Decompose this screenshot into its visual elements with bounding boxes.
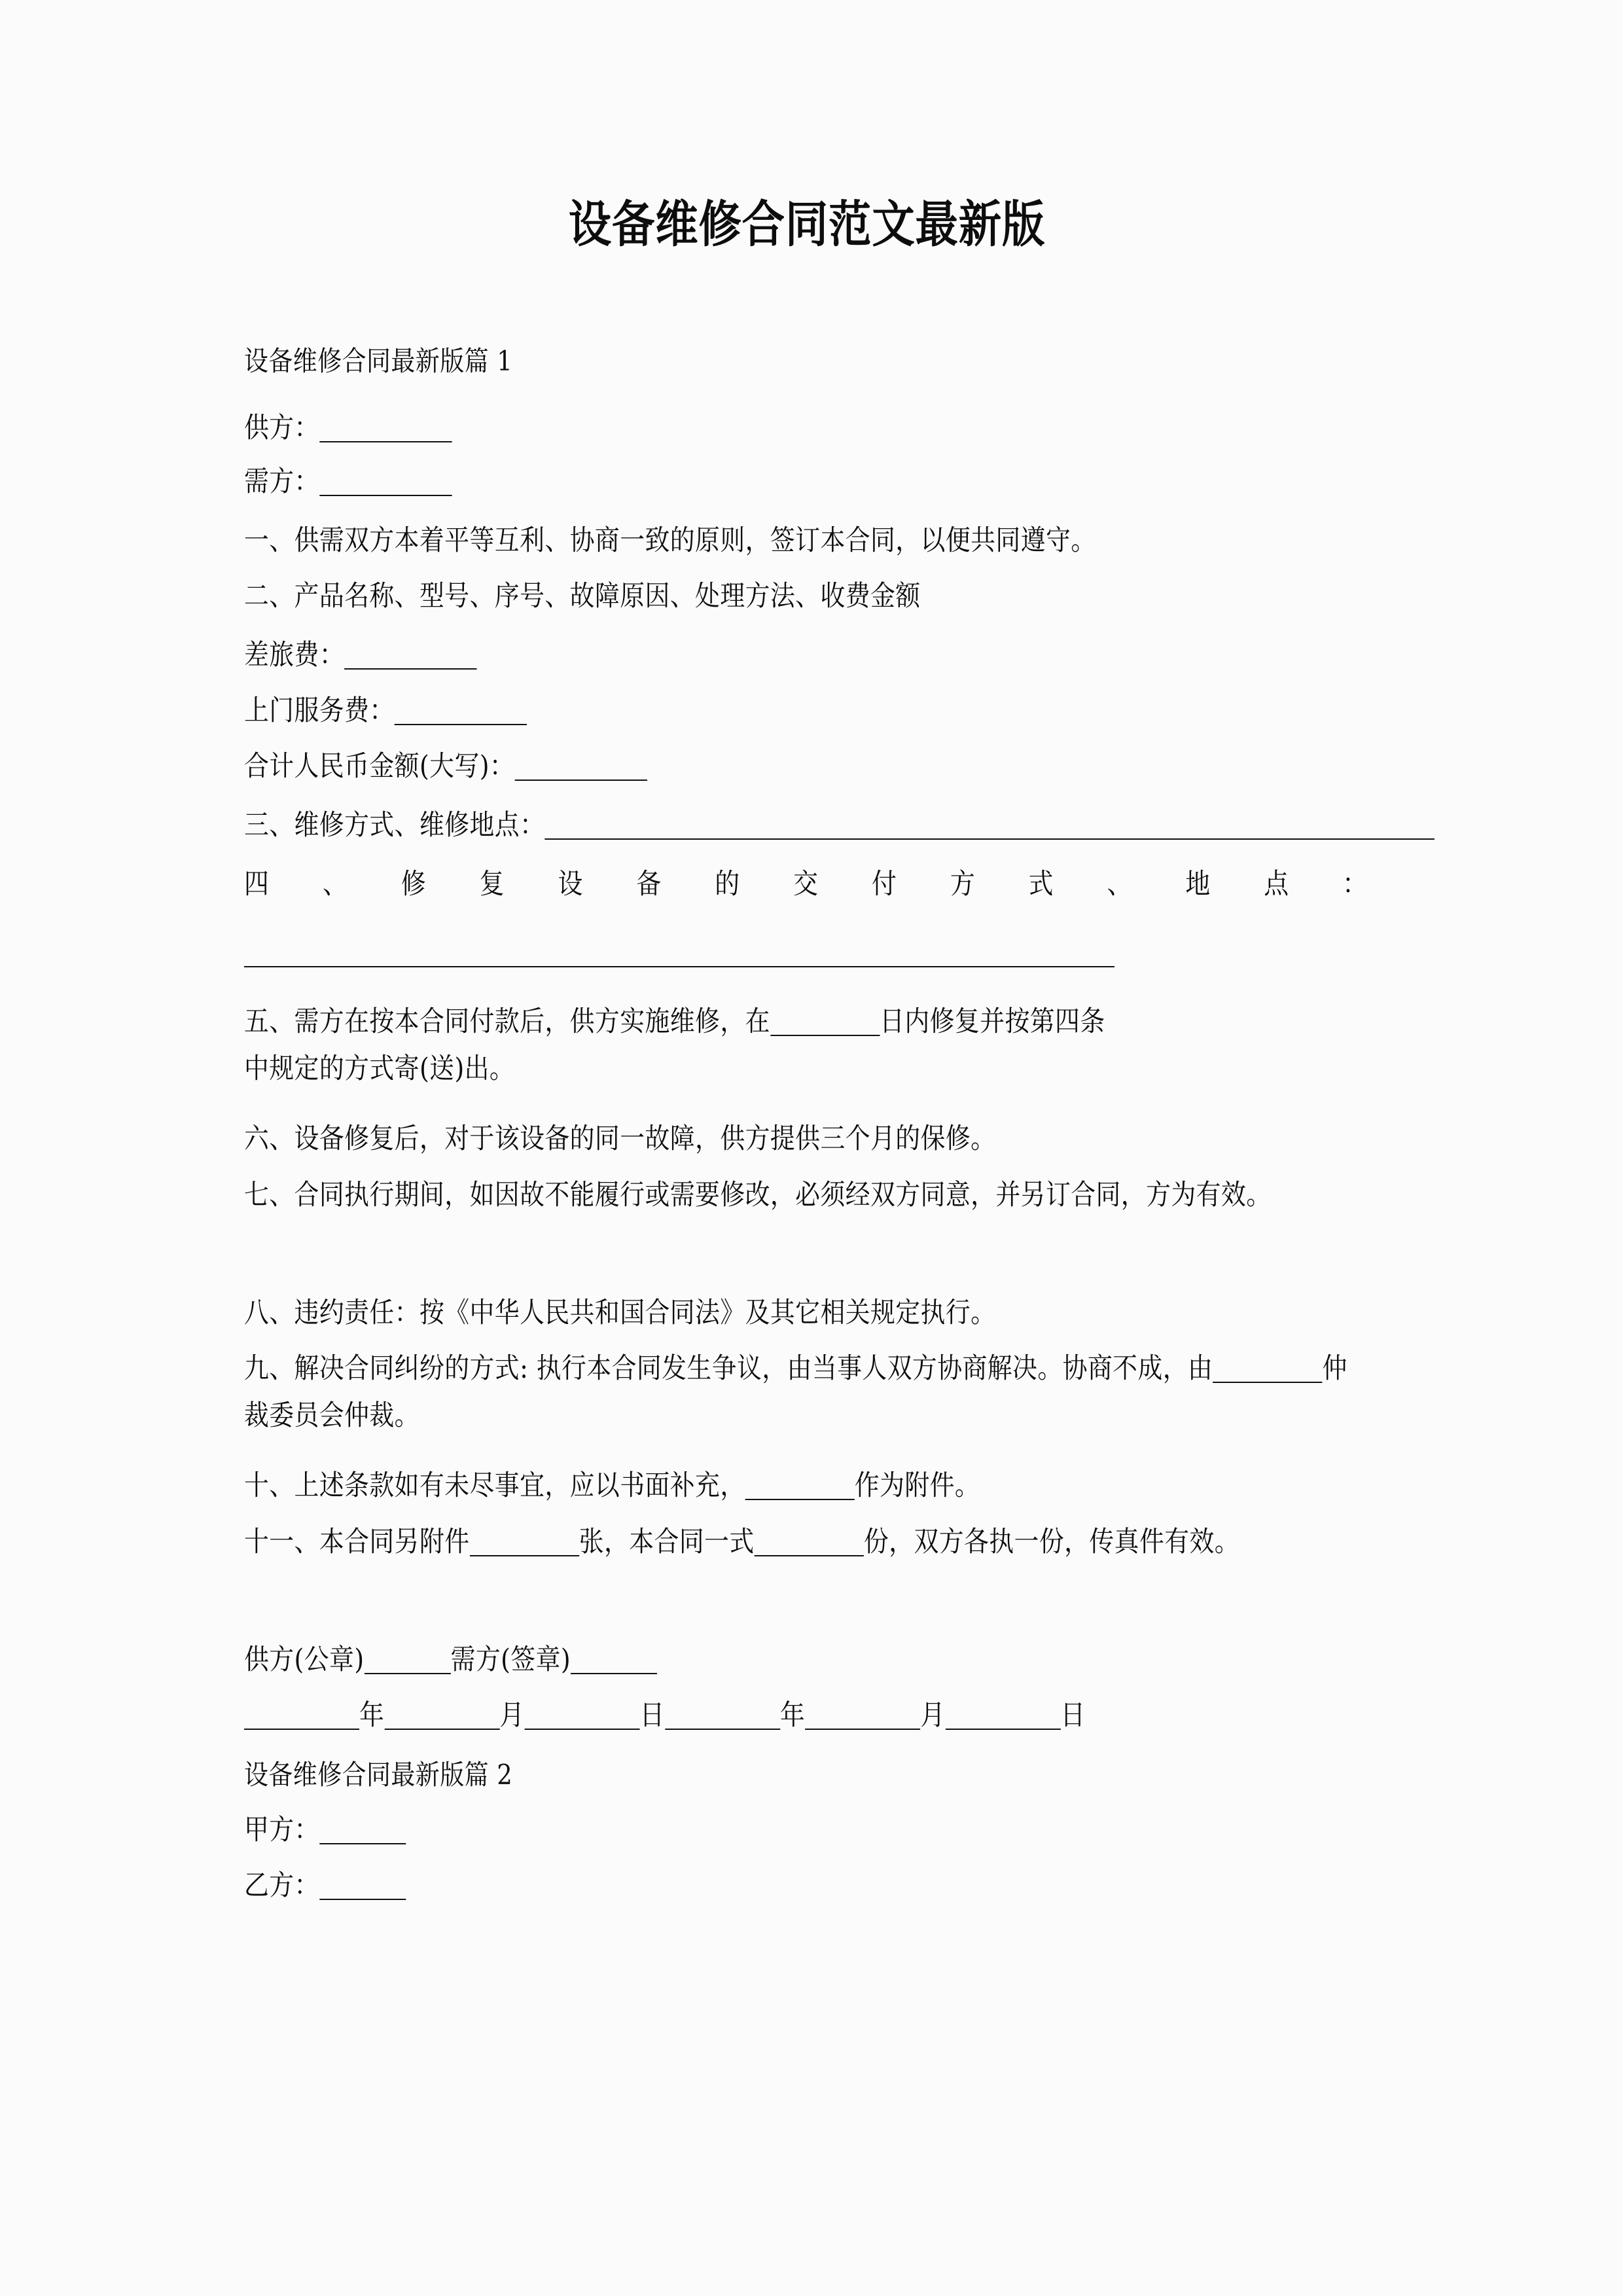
demander-field-row (244, 458, 452, 505)
signature-demander-blank[interactable] (571, 1646, 657, 1674)
party-a-label: 甲方： (244, 1814, 319, 1846)
date-row (244, 1692, 1086, 1739)
clause-3-label: 三、维修方式、维修地点： (244, 809, 545, 842)
onsite-fee-label: 上门服务费： (244, 694, 395, 727)
clause-5-part-a: 五、需方在按本合同付款后，供方实施维修，在 (244, 1005, 770, 1038)
clause-9 (244, 1345, 1367, 1439)
demander-day-label: 日 (1060, 1699, 1086, 1732)
supplier-year-label: 年 (359, 1699, 385, 1732)
total-amount-row (244, 743, 647, 790)
clause-2: 二、产品名称、型号、序号、故障原因、处理方法、收费金额 (244, 580, 921, 613)
supplier-field-row (244, 404, 452, 452)
clause-3-blank[interactable] (544, 812, 1435, 840)
supplier-label: 供方： (244, 412, 319, 444)
clause-5 (244, 998, 1367, 1092)
supplier-month-blank[interactable] (384, 1702, 499, 1730)
party-a-blank[interactable] (319, 1816, 406, 1844)
page-title: 设备维修合同范文最新版 (568, 195, 1046, 253)
clause-7: 七、合同执行期间，如因故不能履行或需要修改，必须经双方同意，并另订合同，方为有效。 (244, 1179, 1272, 1211)
party-a-row (244, 1806, 406, 1854)
supplier-day-blank[interactable] (525, 1702, 640, 1730)
party-b-row (244, 1862, 406, 1909)
onsite-fee-row (244, 687, 527, 734)
party-b-blank[interactable] (319, 1872, 406, 1900)
total-amount-blank[interactable] (514, 753, 647, 781)
party-b-label: 乙方： (244, 1869, 319, 1902)
demander-blank[interactable] (319, 468, 452, 496)
clause-10-blank[interactable] (745, 1472, 855, 1500)
demander-year-label: 年 (779, 1699, 806, 1732)
clause-1: 一、供需双方本着平等互利、协商一致的原则，签订本合同，以便共同遵守。 (244, 524, 1096, 557)
clause-4-blank[interactable] (244, 966, 1115, 967)
clause-11 (244, 1518, 1367, 1566)
clause-11-copies-blank[interactable] (755, 1528, 864, 1556)
clause-6: 六、设备修复后，对于该设备的同一故障，供方提供三个月的保修。 (244, 1122, 996, 1155)
signature-row (244, 1636, 657, 1683)
clause-9-part-b: 仲裁委员会仲裁。 (244, 1352, 1347, 1432)
clause-5-part-b: 日内修复并按第四条 (880, 1005, 1105, 1038)
clause-8: 八、违约责任：按《中华人民共和国合同法》及其它相关规定执行。 (244, 1297, 996, 1329)
clause-11-sheets-blank[interactable] (470, 1528, 579, 1556)
travel-fee-row (244, 632, 477, 679)
supplier-day-label: 日 (639, 1699, 665, 1732)
demander-year-blank[interactable] (665, 1702, 780, 1730)
clause-5-days-blank[interactable] (770, 1008, 880, 1036)
section-heading-1: 设备维修合同最新版篇 1 (244, 345, 513, 377)
clause-4: 四、修复设备的交付方式、地点： (244, 868, 1367, 901)
travel-fee-blank[interactable] (344, 641, 476, 670)
signature-demander-label: 需方(签章) (450, 1643, 571, 1676)
onsite-fee-blank[interactable] (395, 697, 527, 725)
demander-month-blank[interactable] (805, 1702, 920, 1730)
clause-10-part-a: 十、上述条款如有未尽事宜，应以书面补充， (244, 1469, 745, 1502)
supplier-blank[interactable] (319, 414, 452, 442)
supplier-year-blank[interactable] (244, 1702, 359, 1730)
demander-month-label: 月 (920, 1699, 946, 1732)
clause-3-row (244, 802, 1435, 849)
clause-9-arbitration-blank[interactable] (1213, 1355, 1322, 1383)
travel-fee-label: 差旅费： (244, 639, 345, 672)
total-amount-label: 合计人民币金额(大写)： (244, 750, 515, 783)
clause-5-part-c: 中规定的方式寄(送)出。 (244, 1052, 515, 1085)
demander-label: 需方： (244, 465, 319, 498)
signature-supplier-label: 供方(公章) (244, 1643, 365, 1676)
clause-10 (244, 1462, 980, 1509)
clause-11-part-b: 张，本合同一式 (579, 1526, 755, 1558)
clause-10-part-b: 作为附件。 (854, 1469, 980, 1502)
signature-supplier-blank[interactable] (365, 1646, 451, 1674)
clause-11-part-a: 十一、本合同另附件 (244, 1526, 470, 1558)
supplier-month-label: 月 (499, 1699, 525, 1732)
demander-day-blank[interactable] (945, 1702, 1060, 1730)
clause-9-part-a: 九、解决合同纠纷的方式: 执行本合同发生争议，由当事人双方协商解决。协商不成，由 (244, 1352, 1213, 1385)
section-heading-2: 设备维修合同最新版篇 2 (244, 1759, 513, 1791)
clause-11-part-c: 份，双方各执一份，传真件有效。 (863, 1526, 1240, 1558)
